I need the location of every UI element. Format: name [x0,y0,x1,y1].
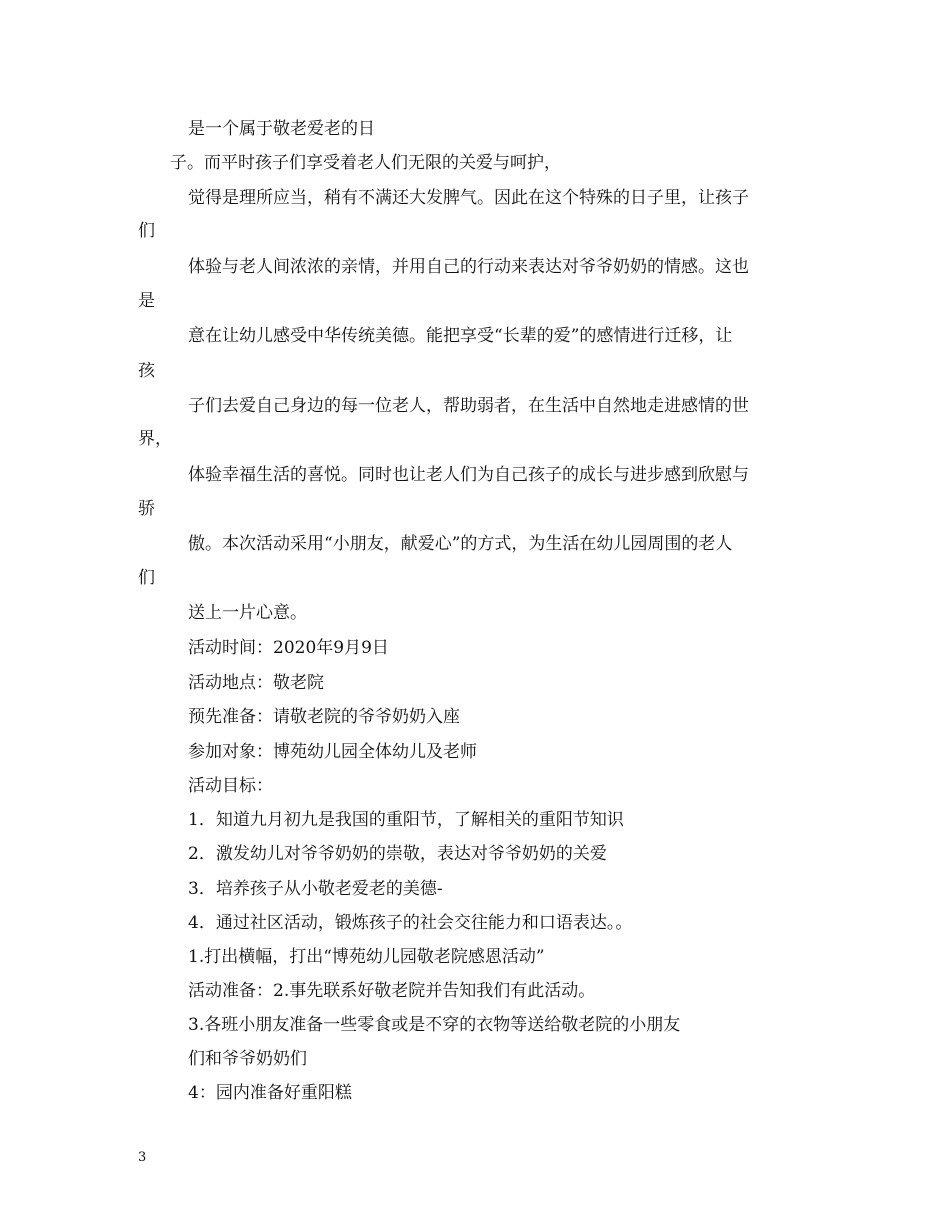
text-line: 3.各班小朋友准备一些零食或是不穿的衣物等送给敬老院的小朋友 [188,1015,681,1035]
text-line: 活动目标： [188,776,273,796]
text-line: 骄 [138,499,155,519]
text-line: 意在让幼儿感受中华传统美德。能把享受“长辈的爱”的感情进行迁移，让 [188,326,733,346]
text-line: 界， [138,429,172,449]
text-line: 是一个属于敬老爱老的日 [188,119,375,139]
text-line: 体验幸福生活的喜悦。同时也让老人们为自己孩子的成长与进步感到欣慰与 [188,465,749,485]
text-line: 4．通过社区活动，锻炼孩子的社会交往能力和口语表达。。 [188,913,633,933]
text-line: 1.打出横幅，打出“博苑幼儿园敬老院感恩活动” [188,947,545,967]
text-line: 子们去爱自己身边的每一位老人，帮助弱者，在生活中自然地走进感情的世 [188,396,749,416]
text-line: 们 [138,568,155,588]
text-line: 2．激发幼儿对爷爷奶奶的崇敬，表达对爷爷奶奶的关爱 [188,844,607,864]
text-line: 们 [138,221,155,241]
text-line: 活动时间：2020年9月9日 [188,638,389,658]
text-line: 活动准备：2.事先联系好敬老院并告知我们有此活动。 [188,981,596,1001]
page-number: 3 [138,1150,147,1165]
text-line: 子。而平时孩子们享受着老人们无限的关爱与呵护， [170,153,561,173]
text-line: 孩 [138,361,155,381]
text-line: 3．培养孩子从小敬老爱老的美德- [188,879,443,899]
text-line: 参加对象：博苑幼儿园全体幼儿及老师 [188,742,477,762]
text-line: 送上一片心意。 [188,603,307,623]
text-line: 是 [138,291,155,311]
text-line: 傲。本次活动采用“小朋友，献爱心”的方式，为生活在幼儿园周围的老人 [188,534,733,554]
text-line: 4：园内准备好重阳糕 [188,1083,352,1103]
text-line: 活动地点：敬老院 [188,673,324,693]
text-line: 们和爷爷奶奶们 [188,1049,307,1069]
text-line: 觉得是理所应当，稍有不满还大发脾气。因此在这个特殊的日子里，让孩子 [188,188,749,208]
text-line: 体验与老人间浓浓的亲情，并用自己的行动来表达对爷爷奶奶的情感。这也 [188,257,749,277]
text-line: 预先准备：请敬老院的爷爷奶奶入座 [188,707,460,727]
text-line: 1．知道九月初九是我国的重阳节，了解相关的重阳节知识 [188,810,624,830]
